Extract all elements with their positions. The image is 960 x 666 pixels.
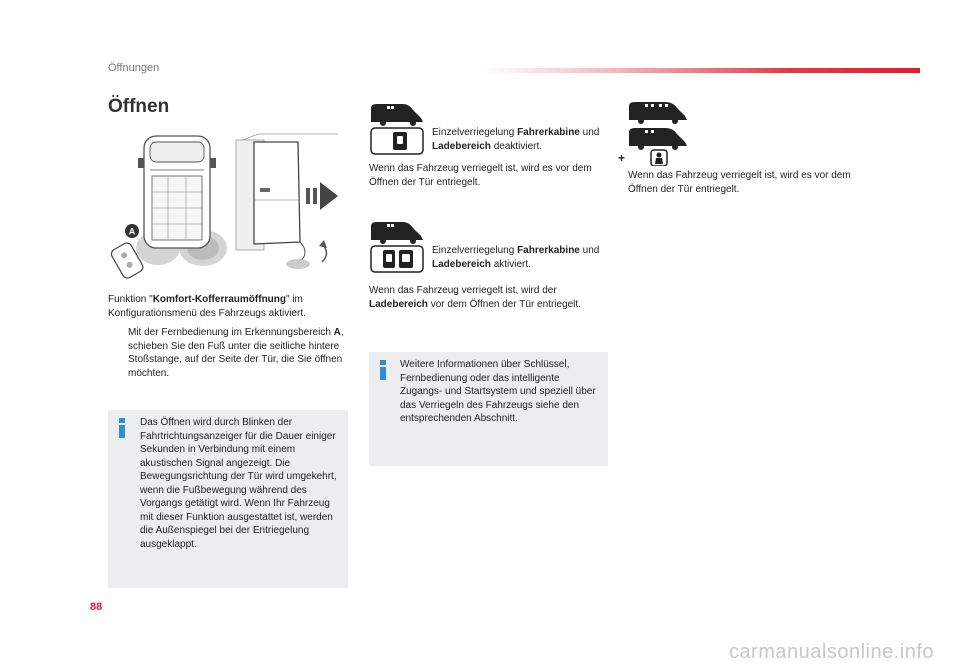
block2-text: Wenn das Fahrzeug verriegelt ist, wird der Ladebereich vor dem Öffnen der Tür entriegelt. [369,285,581,310]
instruction-item: Mit der Fernbedienung im Erkennungsbereich A, schieben Sie den Fuß unter die seitliche hintere Stoßstange, auf der Seite der Tür, die Sie öffnen möchten. [128,327,344,379]
plus-sign: + [618,151,626,165]
note-box-left [108,410,348,588]
zone-a-label: A [128,226,136,237]
door-open-arrow-icon [306,182,338,210]
note-box-middle [369,352,608,466]
info-icon [116,418,128,438]
note-text: Weitere Informationen über Schlüssel, Fernbedienung oder das intelligente Zugangs- und Startsystem und speziell über das Verriegeln des Fahrzeugs siehe den entsprechenden Abschnitt. [400,359,596,424]
col3-text: Wenn das Fahrzeug verriegelt ist, wird es vor dem Öffnen der Tür entriegelt. [628,170,851,195]
info-icon [377,360,389,380]
section-title: Öffnungen [108,62,160,74]
van-top-view-icon [138,136,216,248]
van-separate-locking-icon [369,218,425,274]
page-number: 88 [90,601,103,613]
instruction-list [108,326,348,380]
note-text: Das Öffnen wird durch Blinken der Fahrtrichtungsanzeiger für die Dauer einiger Sekunden in Verbindung mit einem akustischen Signal angezeigt. Die Bewegungsrichtung der Tür wird umgekehrt, wenn die Fußbewegung während des Vorgangs getätigt wird. Wenn Ihr Fahrzeug mit dieser Funktion ausgestattet ist, werden die Außenspiegel bei der Entriegelung ausgeklappt. [140,417,337,550]
block1-label: Einzelverriegelung Fahrerkabine und Ladebereich deaktiviert. [432,127,600,152]
van-all-doors-icon [369,100,425,156]
page-title: Öffnen [108,96,170,117]
block1-text: Wenn das Fahrzeug verriegelt ist, wird es vor dem Öffnen der Tür entriegelt. [369,163,592,188]
header-accent-line [480,68,920,73]
intro-paragraph: Funktion "Komfort-Kofferraumöffnung" im Konfigurationsmenü des Fahrzeugs aktiviert. [108,294,306,319]
vans-with-remote-icon [627,98,691,166]
hands-free-opening-illustration [108,130,348,280]
watermark: carmanualsonline.info [728,641,934,663]
block2-label: Einzelverriegelung Fahrerkabine und Ladebereich aktiviert. [432,245,600,270]
